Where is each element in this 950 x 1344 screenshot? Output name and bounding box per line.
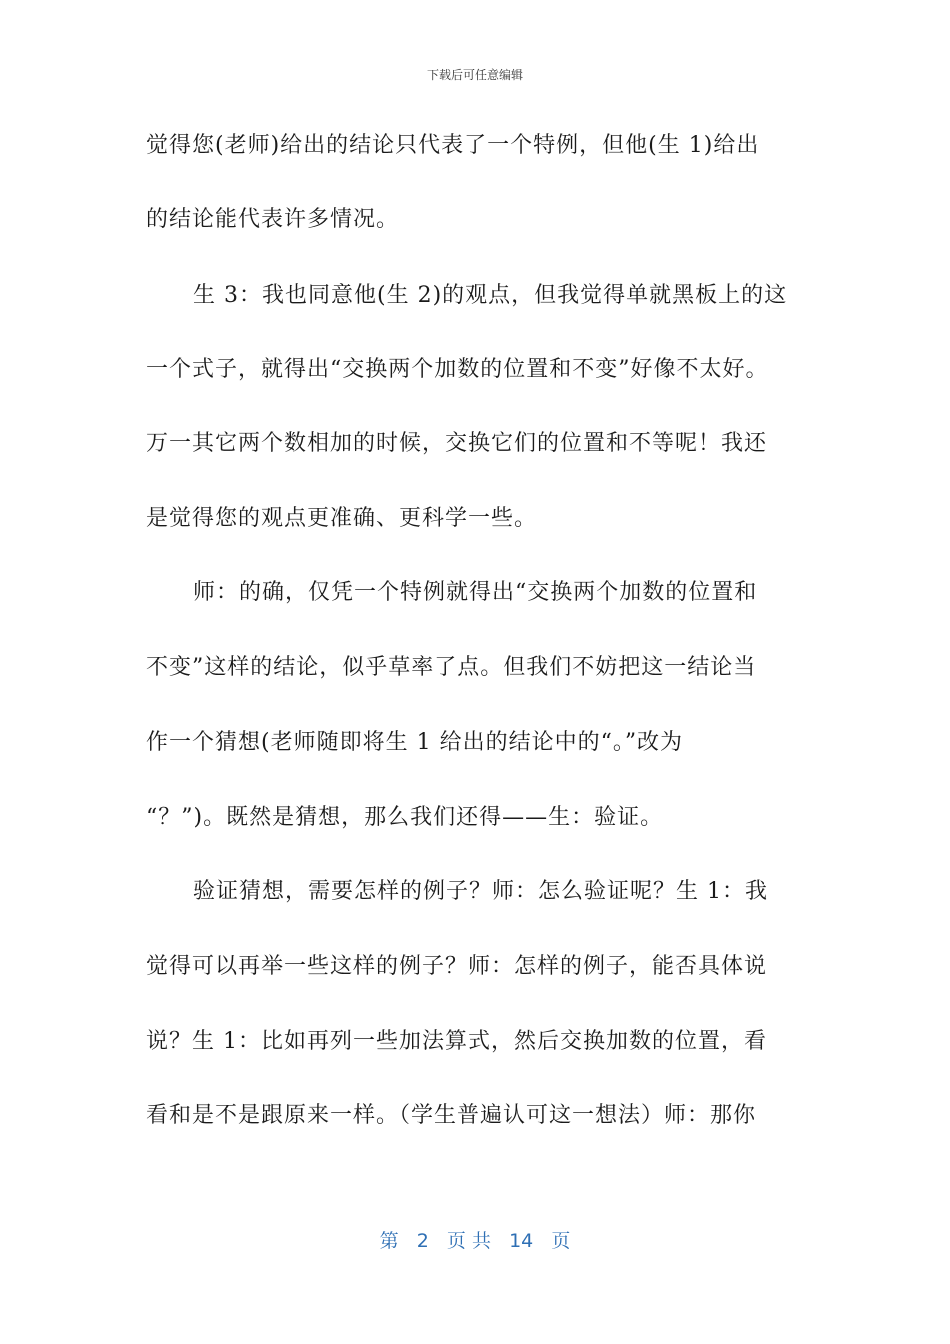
text-line-14: 看和是不是跟原来一样。（学生普遍认可这一想法）师：那你 (146, 1103, 757, 1128)
text-line-3: 生 3：我也同意他(生 2)的观点，但我觉得单就黑板上的这 (193, 283, 788, 308)
page-footer (0, 1226, 950, 1253)
footer-prefix: 第 (379, 1230, 399, 1252)
text-line-9: 作一个猜想(老师随即将生 1 给出的结论中的“。”改为 (146, 730, 684, 755)
text-line-2: 的结论能代表许多情况。 (146, 207, 400, 232)
text-line-11: 验证猜想，需要怎样的例子？师：怎么验证呢？生 1：我 (193, 879, 768, 904)
text-line-6: 是觉得您的观点更准确、更科学一些。 (146, 506, 538, 531)
page-header: 下载后可任意编辑 (426, 68, 523, 82)
text-line-10: “？”)。既然是猜想，那么我们还得——生：验证。 (146, 805, 664, 830)
text-line-1: 觉得您(老师)给出的结论只代表了一个特例，但他(生 1)给出 (146, 133, 760, 158)
text-line-13: 说？生 1：比如再列一些加法算式，然后交换加数的位置，看 (146, 1029, 767, 1054)
text-line-8: 不变”这样的结论，似乎草率了点。但我们不妨把这一结论当 (146, 655, 757, 680)
footer-middle: 页 共 (446, 1230, 491, 1252)
text-line-7: 师：的确，仅凭一个特例就得出“交换两个加数的位置和 (193, 580, 758, 605)
footer-current-page: 2 (416, 1230, 429, 1252)
footer-total-pages: 14 (509, 1230, 534, 1252)
text-line-12: 觉得可以再举一些这样的例子？师：怎样的例子，能否具体说 (146, 954, 768, 979)
text-line-4: 一个式子，就得出“交换两个加数的位置和不变”好像不太好。 (146, 357, 769, 382)
footer-suffix: 页 (551, 1230, 571, 1252)
text-line-5: 万一其它两个数相加的时候，交换它们的位置和不等呢！我还 (146, 431, 768, 456)
